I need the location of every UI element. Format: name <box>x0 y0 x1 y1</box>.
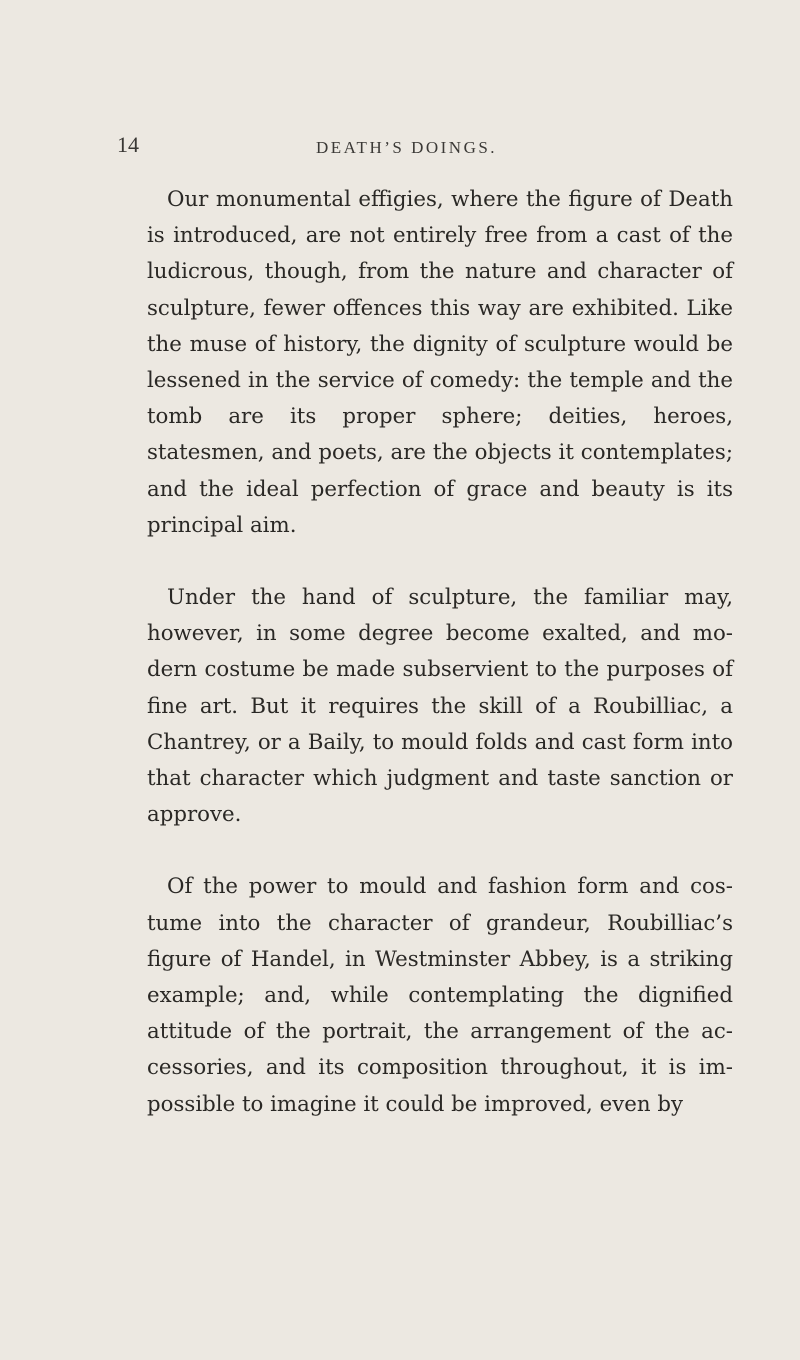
paragraph-3: Of the power to mould and fashion form and costume into the character of grandeur, Roubilliac’s figure of Handel, in Westminster Abbey, is a striking example; and, while contemplating the dignified attitude of the portrait, the arrangement of the accessories, and its composition throughout, it is impossible to imagine it could be improved, even by <box>147 874 733 1117</box>
paragraph-1: Our monumental effigies, where the figure of Death is introduced, are not entirely free from a cast of the ludicrous, though, from the nature and character of sculpture, fewer offences this way are exhibited. Like the muse of history, the dignity of sculpture would be lessened in the service of comedy: the temple and the tomb are its proper sphere; deities, heroes, statesmen, and poets, are the objects it contemplates; and the ideal perfection of grace and beauty is its principal aim. <box>147 187 733 538</box>
paragraph-2: Under the hand of sculpture, the familiar may, however, in some degree become exalted, and modern costume be made subservient to the purposes of fine art. But it requires the skill of a Roubilliac, a Chantrey, or a Baily, to mould folds and cast form into that character which judgment and taste sanction or approve. <box>147 585 733 828</box>
running-head: DEATH’S DOINGS. <box>316 138 498 157</box>
page-header <box>0 128 800 164</box>
page-number: 14 <box>117 132 139 157</box>
body-text <box>147 182 733 1159</box>
